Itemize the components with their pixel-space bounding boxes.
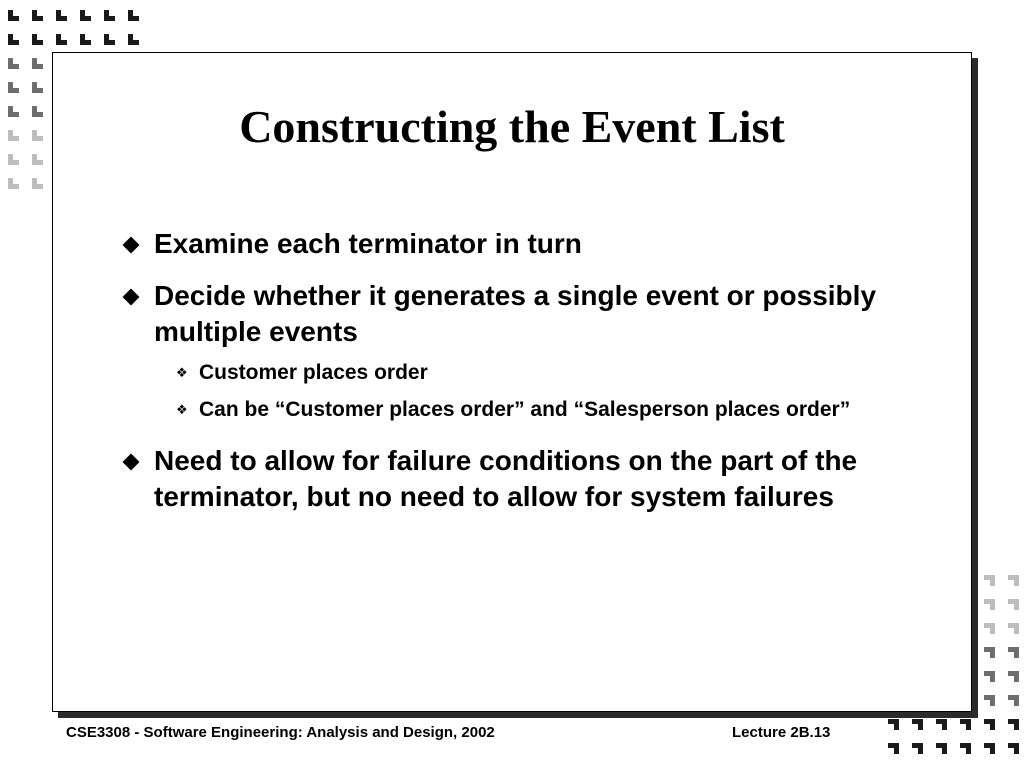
decor-square bbox=[960, 743, 972, 755]
decor-square bbox=[32, 34, 44, 46]
footer-lecture: Lecture 2B.13 bbox=[732, 724, 831, 741]
sub-bullet-text: Customer places order bbox=[199, 361, 428, 384]
decor-square bbox=[80, 10, 92, 22]
bullet-item bbox=[123, 443, 913, 515]
diamond-icon bbox=[123, 237, 140, 254]
diamond-icon bbox=[123, 454, 140, 471]
decor-square bbox=[8, 34, 20, 46]
decor-square bbox=[128, 10, 140, 22]
decor-square bbox=[128, 34, 140, 46]
decor-square bbox=[936, 719, 948, 731]
decor-square bbox=[104, 34, 116, 46]
sub-bullet-item bbox=[168, 360, 913, 386]
bullet-text: Examine each terminator in turn bbox=[154, 228, 582, 259]
footer-course: CSE3308 - Software Engineering: Analysis and Design, 2002 bbox=[66, 724, 495, 741]
decor-square bbox=[32, 58, 44, 70]
decor-square bbox=[8, 82, 20, 94]
decor-square bbox=[80, 34, 92, 46]
decor-square bbox=[32, 154, 44, 166]
decor-square bbox=[1008, 671, 1020, 683]
decor-square bbox=[8, 58, 20, 70]
decor-square bbox=[104, 10, 116, 22]
decor-square bbox=[912, 719, 924, 731]
diamond-icon bbox=[123, 289, 140, 306]
decor-square bbox=[984, 599, 996, 611]
decor-square bbox=[1008, 695, 1020, 707]
decor-square bbox=[984, 695, 996, 707]
decor-square bbox=[984, 647, 996, 659]
bullet-item bbox=[123, 226, 913, 262]
decor-square bbox=[888, 719, 900, 731]
slide-title: Constructing the Event List bbox=[239, 101, 785, 152]
decor-square bbox=[56, 34, 68, 46]
decor-square bbox=[888, 743, 900, 755]
decor-square bbox=[984, 743, 996, 755]
bullet-text: Decide whether it generates a single event or possibly multiple events bbox=[154, 280, 877, 347]
decor-square bbox=[1008, 575, 1020, 587]
bullet-list bbox=[123, 226, 913, 531]
decor-square bbox=[32, 10, 44, 22]
bullet-text: Need to allow for failure conditions on the part of the terminator, but no need to allow for system failures bbox=[154, 445, 858, 512]
sub-bullet-item bbox=[168, 397, 913, 423]
decor-square bbox=[984, 623, 996, 635]
sub-bullet-text: Can be “Customer places order” and “Salesperson places order” bbox=[199, 398, 851, 421]
bullet-item bbox=[123, 278, 913, 350]
decor-square bbox=[32, 82, 44, 94]
decor-square bbox=[912, 743, 924, 755]
sub-bullet-list bbox=[168, 360, 913, 423]
decor-square bbox=[8, 178, 20, 190]
decor-square bbox=[56, 10, 68, 22]
decor-square bbox=[936, 743, 948, 755]
decor-square bbox=[1008, 743, 1020, 755]
decor-square bbox=[1008, 599, 1020, 611]
decor-square bbox=[8, 154, 20, 166]
decor-square bbox=[984, 575, 996, 587]
four-diamond-icon: ❖ bbox=[176, 365, 188, 380]
decor-square bbox=[1008, 719, 1020, 731]
decor-square bbox=[32, 178, 44, 190]
four-diamond-icon: ❖ bbox=[176, 402, 188, 417]
decor-square bbox=[984, 719, 996, 731]
decor-square bbox=[960, 719, 972, 731]
decor-square bbox=[1008, 623, 1020, 635]
decor-square bbox=[8, 10, 20, 22]
decor-square bbox=[984, 671, 996, 683]
decor-square bbox=[1008, 647, 1020, 659]
